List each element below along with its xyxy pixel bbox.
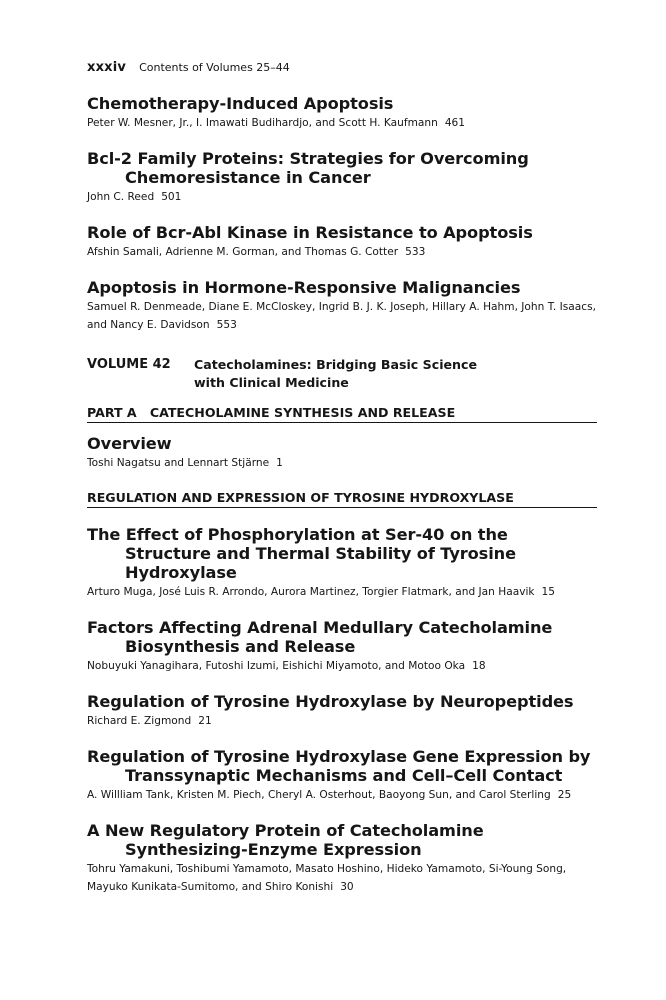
entry-title: Chemotherapy-Induced Apoptosis bbox=[87, 94, 394, 113]
toc-entry bbox=[87, 525, 597, 601]
entry-title: Factors Affecting Adrenal Medullary Catecholamine Biosynthesis and Release bbox=[87, 618, 553, 656]
entry-page: 501 bbox=[161, 191, 182, 203]
entry-authors: A. Willliam Tank, Kristen M. Piech, Cheryl A. Osterhout, Baoyong Sun, and Carol Sterling 25 bbox=[87, 789, 572, 801]
toc-entry bbox=[87, 223, 597, 261]
entry-page: 15 bbox=[541, 586, 556, 598]
entry-title: Apoptosis in Hormone-Responsive Malignancies bbox=[87, 278, 521, 297]
part-heading: PART A CATECHOLAMINE SYNTHESIS AND RELEASE bbox=[87, 404, 597, 423]
entry-authors: Nobuyuki Yanagihara, Futoshi Izumi, Eishichi Miyamoto, and Motoo Oka 18 bbox=[87, 660, 486, 672]
entry-authors: Arturo Muga, José Luis R. Arrondo, Aurora Martinez, Torgier Flatmark, and Jan Haavik 15 bbox=[87, 586, 556, 598]
volume-title: Catecholamines: Bridging Basic Science with Clinical Medicine bbox=[194, 357, 478, 390]
toc-entry bbox=[87, 692, 597, 730]
entry-title: Bcl-2 Family Proteins: Strategies for Overcoming Chemoresistance in Cancer bbox=[87, 149, 529, 187]
entry-page: 553 bbox=[216, 319, 237, 331]
entry-title: Regulation of Tyrosine Hydroxylase Gene Expression by Transsynaptic Mechanisms and Cell–Cell Contact bbox=[87, 747, 591, 785]
toc-entry bbox=[87, 618, 597, 675]
toc-entry bbox=[87, 747, 597, 804]
toc-entry bbox=[87, 821, 597, 896]
page-number: xxxiv bbox=[87, 60, 127, 75]
entry-authors: Toshi Nagatsu and Lennart Stjärne 1 bbox=[87, 457, 283, 469]
running-title: Contents of Volumes 25–44 bbox=[139, 61, 290, 74]
entry-authors: Afshin Samali, Adrienne M. Gorman, and Thomas G. Cotter 533 bbox=[87, 246, 426, 258]
entry-page: 25 bbox=[557, 789, 572, 801]
entry-authors: Richard E. Zigmond 21 bbox=[87, 715, 212, 727]
entry-page: 18 bbox=[472, 660, 486, 672]
toc-entry bbox=[87, 278, 597, 334]
entry-authors: Peter W. Mesner, Jr., I. Imawati Budihardjo, and Scott H. Kaufmann 461 bbox=[87, 117, 466, 129]
entry-title: The Effect of Phosphorylation at Ser-40 on the Structure and Thermal Stability of Tyrosine Hydroxylase bbox=[87, 525, 516, 582]
entry-title: Role of Bcr-Abl Kinase in Resistance to Apoptosis bbox=[87, 223, 533, 242]
entry-page: 533 bbox=[405, 246, 426, 258]
section-heading: REGULATION AND EXPRESSION OF TYROSINE HYDROXYLASE bbox=[87, 489, 597, 508]
entry-authors: John C. Reed 501 bbox=[87, 191, 182, 203]
contents-page bbox=[87, 60, 597, 913]
volume-heading bbox=[87, 356, 597, 392]
entry-title: Regulation of Tyrosine Hydroxylase by Neuropeptides bbox=[87, 692, 574, 711]
entry-title: Overview bbox=[87, 434, 172, 453]
entry-authors: Samuel R. Denmeade, Diane E. McCloskey, Ingrid B. J. K. Joseph, Hillary A. Hahm, John T. Isaacs, and Nancy E. Davidson 553 bbox=[87, 301, 597, 331]
toc-entry bbox=[87, 94, 597, 132]
entry-page: 1 bbox=[276, 457, 283, 469]
entry-page: 30 bbox=[340, 881, 354, 893]
entry-authors: Tohru Yamakuni, Toshibumi Yamamoto, Masato Hoshino, Hideko Yamamoto, Si-Young Song, Mayuko Kunikata-Sumitomo, and Shiro Konishi 30 bbox=[87, 863, 567, 893]
entry-title: A New Regulatory Protein of Catecholamine Synthesizing-Enzyme Expression bbox=[87, 821, 484, 859]
toc-entry bbox=[87, 149, 597, 206]
toc-entry bbox=[87, 434, 597, 472]
entry-page: 21 bbox=[198, 715, 212, 727]
volume-label: VOLUME 42 bbox=[87, 357, 171, 372]
running-head bbox=[87, 60, 597, 80]
entry-page: 461 bbox=[444, 117, 466, 129]
